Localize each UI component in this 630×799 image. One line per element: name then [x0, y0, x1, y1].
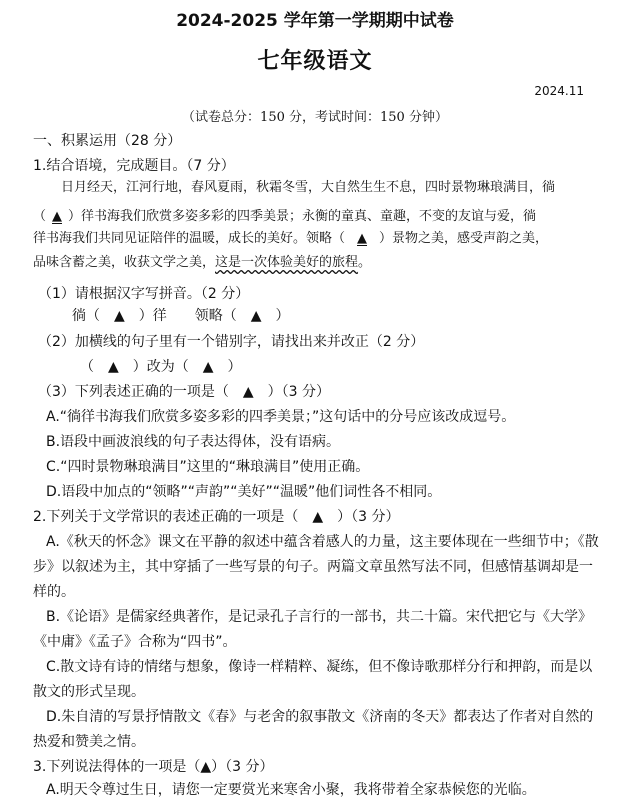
- question-2-option-b-line-1: B.《论语》是儒家经典著作，是记录孔子言行的一部书，共二十篇。宋代把它与《大学》: [46, 609, 593, 625]
- question-2-option-a-line-2: 步》以叙述为主，其中穿插了一些写景的句子。两篇文章虽然写法不同，但感情基调却是一: [33, 559, 593, 575]
- exam-title: 2024-2025 学年第一学期期中试卷: [176, 11, 454, 31]
- question-1-option-a: A.“徜徉书海我们欣赏多姿多彩的四季美景；”这句话中的分号应该改成逗号。: [46, 409, 516, 425]
- question-2-option-a-line-1: A.《秋天的怀念》课文在平静的叙述中蕴含着感人的力量，这主要体现在一些细节中；《散: [46, 534, 599, 550]
- passage-line-4: 品味含蓄之美，收获文学之美，这是一次体验美好的旅程。: [33, 255, 372, 270]
- question-1-option-d: D.语段中加点的“领略”“声韵”“美好”“温暖”他们词性各不相同。: [46, 484, 442, 500]
- passage-line-1: 日月经天，江河行地，春风夏雨，秋霜冬雪，大自然生生不息，四时景物琳琅满目，徜: [61, 180, 556, 195]
- question-1-option-c: C.“四时景物琳琅满目”这里的“琳琅满目”使用正确。: [46, 459, 370, 475]
- question-1-sub-2-answers: （ ▲ ）改为（ ▲ ）: [80, 359, 242, 375]
- answer-blank: ▲: [52, 209, 63, 224]
- question-2-option-d-line-2: 热爱和赞美之情。: [33, 734, 145, 750]
- question-3-stem: 3.下列说法得体的一项是（▲）（3 分）: [33, 759, 274, 775]
- question-2-option-a-line-3: 样的。: [33, 584, 75, 600]
- question-2-option-c-line-1: C.散文诗有诗的情绪与想象，像诗一样精粹、凝练，但不像诗歌那样分行和押韵，而是以: [46, 659, 593, 675]
- exam-date: 2024.11: [534, 84, 584, 98]
- passage-line-3: 徉书海我们共同见证陪伴的温暖，成长的美好。领略（ ▲ ）景物之美，感受声韵之美，: [33, 231, 549, 246]
- passage-line-2: （ ▲ ）徉书海我们欣赏多姿多彩的四季美景；永衡的童真、童趣，不变的友谊与爱，徜: [33, 209, 537, 224]
- question-1-stem: 1.结合语境，完成题目。（7 分）: [33, 158, 235, 174]
- question-1-sub-3: （3）下列表述正确的一项是（ ▲ ）（3 分）: [38, 384, 331, 400]
- section-heading: 一、积累运用（28 分）: [33, 133, 182, 149]
- question-1-option-b: B.语段中画波浪线的句子表达得体，没有语病。: [46, 434, 341, 450]
- question-2-option-c-line-2: 散文的形式呈现。: [33, 684, 145, 700]
- question-2-stem: 2.下列关于文学常识的表述正确的一项是（ ▲ ）（3 分）: [33, 509, 400, 525]
- question-2-option-b-line-2: 《中庸》《孟子》合称为“四书”。: [33, 634, 237, 650]
- wavy-underlined-sentence: 这是一次体验美好的旅程: [215, 255, 359, 270]
- question-2-option-d-line-1: D.朱自清的写景抒情散文《春》与老舍的叙事散文《济南的冬天》都表达了作者对自然的: [46, 709, 594, 725]
- question-1-sub-1: （1）请根据汉字写拼音。（2 分）: [38, 286, 250, 302]
- question-1-sub-1-answers: 徜（ ▲ ）徉 领略（ ▲ ）: [72, 308, 290, 324]
- subject-title: 七年级语文: [257, 49, 373, 74]
- question-1-passage: [33, 176, 585, 268]
- exam-info: （试卷总分：150 分，考试时间：150 分钟）: [182, 110, 448, 125]
- answer-blank: ▲: [357, 231, 368, 246]
- question-3-option-a: A.明天令尊过生日，请您一定要赏光来寒舍小聚，我将带着全家恭候您的光临。: [46, 782, 536, 798]
- question-1-sub-2: （2）加横线的句子里有一个错别字，请找出来并改正（2 分）: [38, 334, 425, 350]
